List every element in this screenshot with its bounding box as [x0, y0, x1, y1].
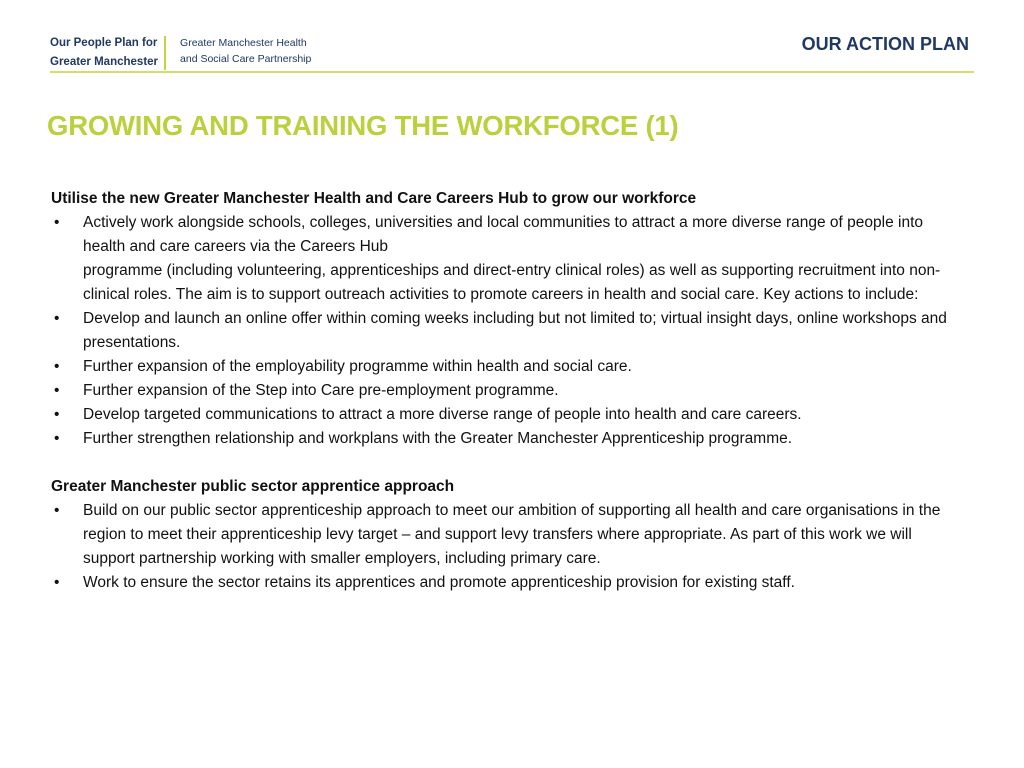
- list-item: • Work to ensure the sector retains its apprentices and promote apprenticeship provision for existing staff.: [51, 571, 966, 595]
- bullet-text: • Actively work alongside schools, colleges, universities and local communities to attract a more diverse range of people into health and care careers via the Careers Hub: [83, 214, 924, 255]
- page-title: GROWING AND TRAINING THE WORKFORCE (1): [47, 110, 679, 141]
- list-item: • Further expansion of the employability programme within health and social care.: [51, 355, 966, 379]
- list-item: • Further strengthen relationship and workplans with the Greater Manchester Apprenticeship programme.: [51, 427, 966, 451]
- section-heading-careers-hub: Utilise the new Greater Manchester Health and Care Careers Hub to grow our workforce: [51, 190, 697, 207]
- slide-content: [51, 187, 966, 595]
- header-logo: [50, 34, 311, 72]
- partner-text: [166, 34, 311, 72]
- logo-line-1: Our People Plan for: [50, 37, 158, 49]
- bullet-list-apprentice: [51, 499, 966, 595]
- partner-line-1: Greater Manchester Health: [180, 37, 307, 49]
- header-divider: [50, 71, 974, 73]
- list-item: • Develop and launch an online offer within coming weeks including but not limited to; virtual insight days, online workshops and presentations.: [51, 307, 966, 355]
- section-heading-apprentice: Greater Manchester public sector apprentice approach: [51, 478, 455, 495]
- list-item: [51, 211, 966, 307]
- list-item: • Build on our public sector apprenticeship approach to meet our ambition of supporting all health and care organisations in the region to meet their apprenticeship levy target – and support levy transfers where appropriate. As part of this work we will support partnership working with smaller employers, including primary care.: [51, 499, 966, 571]
- logo-line-2: Greater Manchester: [50, 56, 159, 68]
- logo-text: [50, 34, 164, 72]
- list-item: • Further expansion of the Step into Care pre-employment programme.: [51, 379, 966, 403]
- bullet-text: programme (including volunteering, apprenticeships and direct-entry clinical roles) as well as supporting recruitment into non-clinical roles. The aim is to support outreach activities to promote careers in health and social care. Key actions to include:: [83, 262, 941, 303]
- bullet-list-careers-hub: [51, 211, 966, 451]
- list-item: • Develop targeted communications to attract a more diverse range of people into health and care careers.: [51, 403, 966, 427]
- partner-line-2: and Social Care Partnership: [180, 53, 312, 65]
- section-title: OUR ACTION PLAN: [801, 34, 969, 54]
- section-spacer: [51, 451, 966, 475]
